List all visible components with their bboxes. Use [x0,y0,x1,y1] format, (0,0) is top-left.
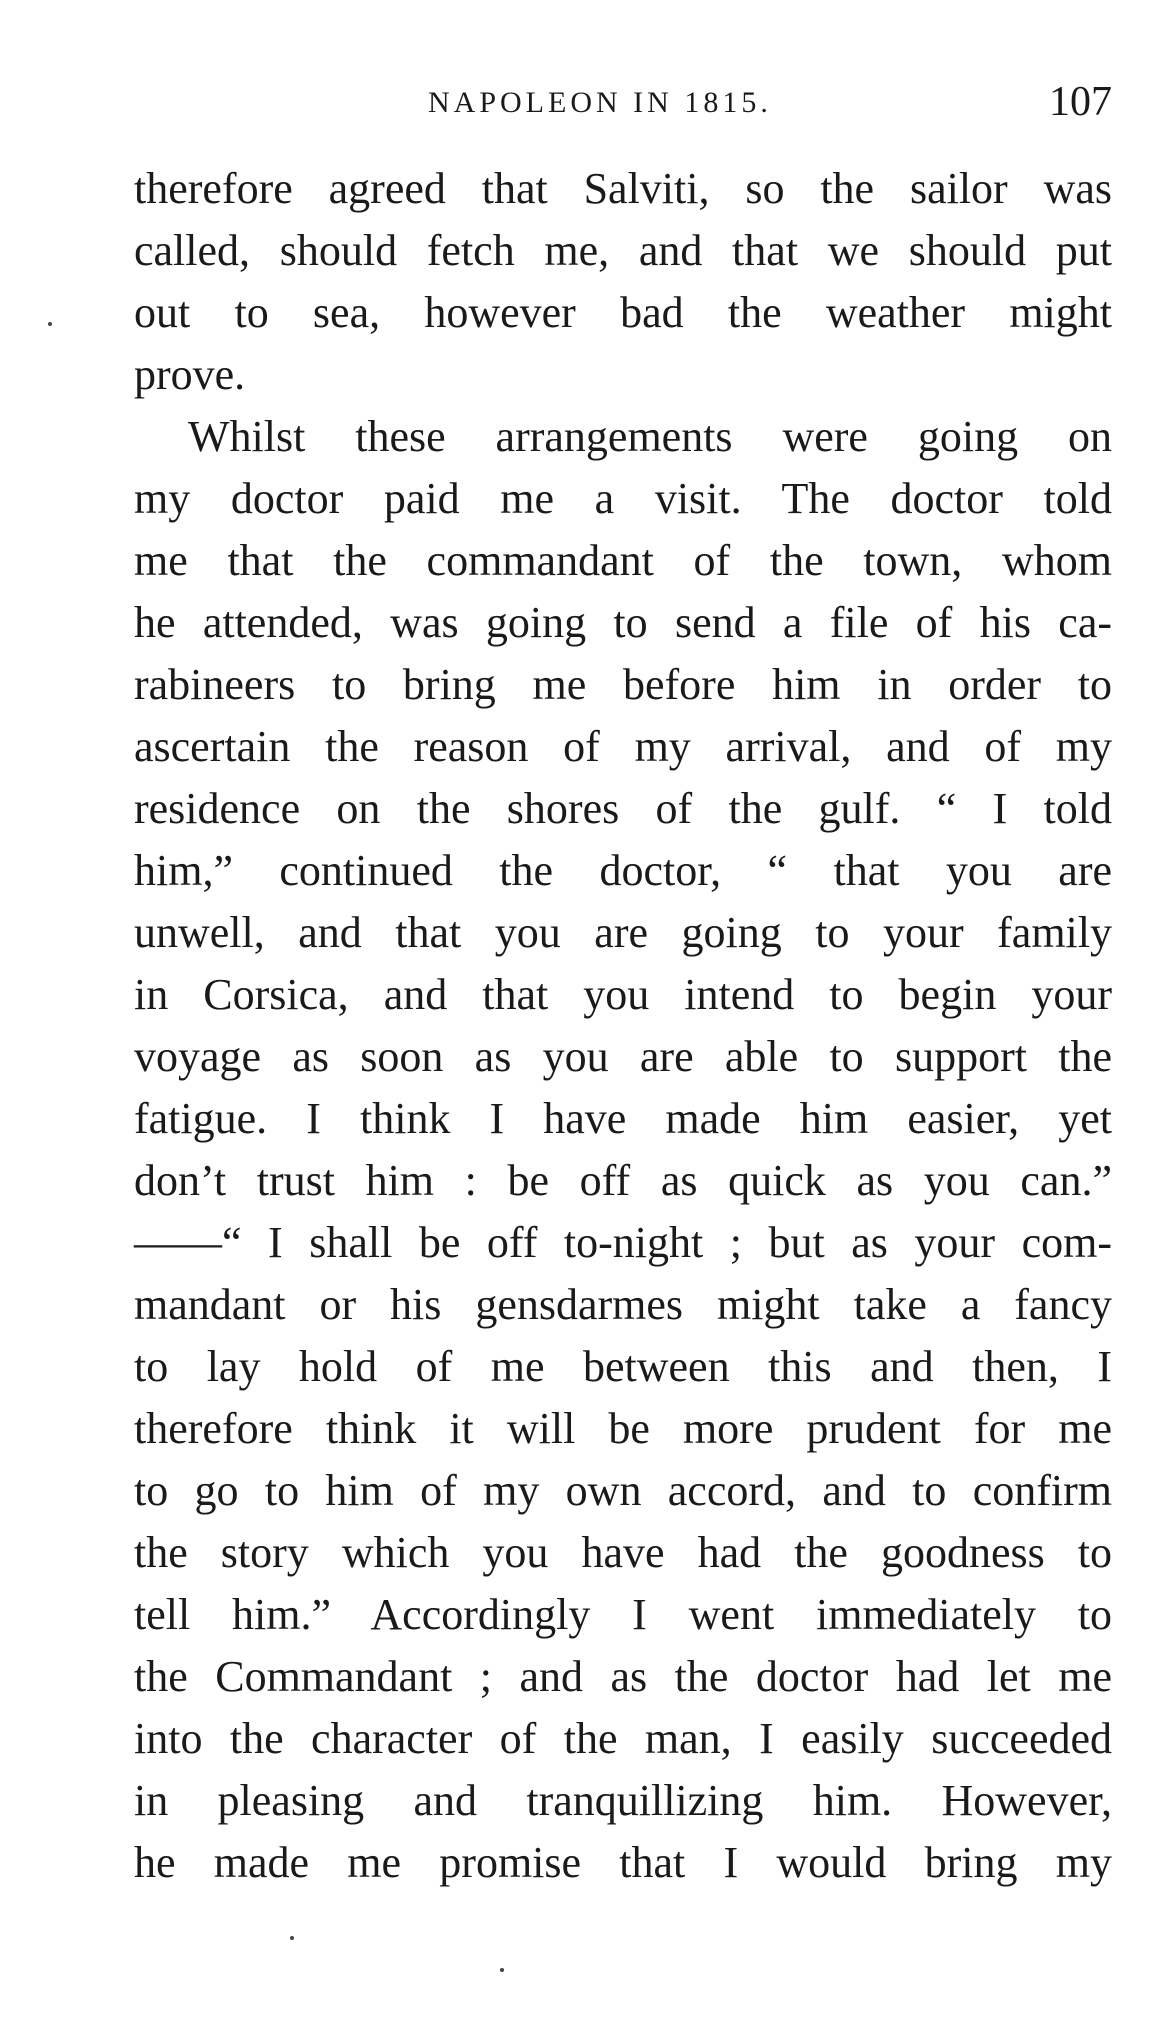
text-line: ascertain the reason of my arrival, and of my [134,722,1112,771]
text-line: prove. [134,350,246,399]
text-line: in pleasing and tranquillizing him. However, [134,1776,1112,1825]
text-line: he attended, was going to send a file of his ca- [134,598,1112,647]
text-line: into the character of the man, I easily succeeded [134,1714,1112,1763]
text-line: out to sea, however bad the weather might [134,288,1112,337]
text-line: in Corsica, and that you intend to begin your [134,970,1112,1019]
text-line: him,” continued the doctor, “ that you are [134,846,1112,895]
text-line: therefore think it will be more prudent for me [134,1404,1112,1453]
running-head [134,78,1112,128]
text-line: residence on the shores of the gulf. “ I told [134,784,1112,833]
text-line: Whilst these arrangements were going on [188,412,1112,461]
ink-speck [500,1968,504,1972]
text-line: me that the commandant of the town, whom [134,536,1112,585]
running-title: NAPOLEON IN 1815. [428,86,772,119]
text-line: ——“ I shall be off to-night ; but as your com- [134,1218,1112,1267]
text-line: don’t trust him : be off as quick as you can.” [134,1156,1112,1205]
text-line: mandant or his gensdarmes might take a fancy [134,1280,1112,1329]
text-line: voyage as soon as you are able to support the [134,1032,1112,1081]
text-line: the story which you have had the goodness to [134,1528,1112,1577]
text-line: he made me promise that I would bring my [134,1838,1112,1887]
ink-speck [290,1936,294,1940]
text-line: to go to him of my own accord, and to confirm [134,1466,1112,1515]
text-line: the Commandant ; and as the doctor had let me [134,1652,1112,1701]
text-line: tell him.” Accordingly I went immediately to [134,1590,1112,1639]
page-number: 107 [1049,79,1112,125]
body-text [134,158,1112,1894]
text-line: rabineers to bring me before him in order to [134,660,1112,709]
text-line: to lay hold of me between this and then, I [134,1342,1112,1391]
text-line: my doctor paid me a visit. The doctor told [134,474,1112,523]
text-line: called, should fetch me, and that we should put [134,226,1112,275]
ink-speck [48,322,52,326]
text-line: unwell, and that you are going to your family [134,908,1112,957]
text-line: therefore agreed that Salviti, so the sailor was [134,164,1112,213]
text-line: fatigue. I think I have made him easier, yet [134,1094,1112,1143]
